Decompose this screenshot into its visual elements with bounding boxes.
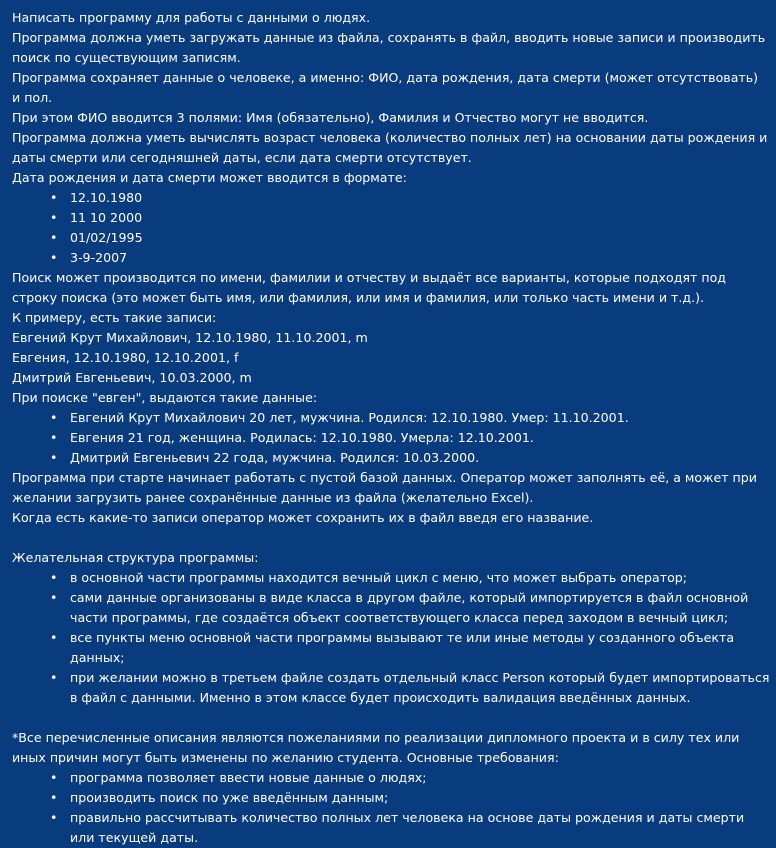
section-heading: Желательная структура программы:	[12, 550, 259, 565]
paragraph: Программа при старте начинает работать с пустой базой данных. Оператор может заполнять её, а может при желании загрузить ранее сохранённые данные из файла (желательно Excel).	[12, 470, 757, 505]
requirements-list	[12, 768, 770, 848]
paragraph: Когда есть какие-то записи оператор может сохранить их в файл введя его название.	[12, 510, 594, 525]
paragraph: При этом ФИО вводится 3 полями: Имя (обязательно), Фамилия и Отчество могут не вводится.	[12, 110, 649, 125]
paragraph: Поиск может производится по имени, фамилии и отчеству и выдаёт все варианты, которые подходят под строку поиска (это может быть имя, или фамилия, или имя и фамилия, или только часть имени и т.д.).	[12, 270, 726, 305]
paragraph: Программа должна уметь загружать данные из файла, сохранять в файл, вводить новые записи и производить поиск по существующим записям.	[12, 30, 766, 65]
spacer	[12, 708, 770, 728]
search-result-list	[12, 408, 770, 468]
date-format-list	[12, 188, 770, 268]
list-item: • 11 10 2000	[12, 208, 770, 228]
list-item: • сами данные организованы в виде класса в другом файле, который импортируется в файл основной части программы, где создаётся объект соответствующего класса перед заходом в вечный цикл;	[12, 588, 770, 628]
paragraph: К примеру, есть такие записи:	[12, 310, 217, 325]
list-item: • при желании можно в третьем файле создать отдельный класс Person который будет импортироваться в файл с данными. Именно в этом классе будет происходить валидация введённых данных.	[12, 668, 770, 708]
paragraph: При поиске "евген", выдаются такие данные:	[12, 390, 318, 405]
list-item: • Дмитрий Евгеньевич 22 года, мужчина. Родился: 10.03.2000.	[12, 448, 770, 468]
list-item: • Евгения 21 год, женщина. Родилась: 12.10.1980. Умерла: 12.10.2001.	[12, 428, 770, 448]
list-item: • программа позволяет ввести новые данные о людях;	[12, 768, 770, 788]
list-item: • Евгений Крут Михайлович 20 лет, мужчина. Родился: 12.10.1980. Умер: 11.10.2001.	[12, 408, 770, 428]
structure-list	[12, 568, 770, 708]
list-item: • 12.10.1980	[12, 188, 770, 208]
list-item: • 01/02/1995	[12, 228, 770, 248]
example-record: Дмитрий Евгеньевич, 10.03.2000, m	[12, 370, 252, 385]
list-item: • правильно рассчитывать количество полных лет человека на основе даты рождения и даты смерти или текущей даты.	[12, 808, 770, 848]
example-record: Евгения, 12.10.1980, 12.10.2001, f	[12, 350, 239, 365]
list-item: • производить поиск по уже введённым данным;	[12, 788, 770, 808]
list-item: • в основной части программы находится вечный цикл с меню, что может выбрать оператор;	[12, 568, 770, 588]
paragraph: Программа должна уметь вычислять возраст человека (количество полных лет) на основании даты рождения и даты смерти или сегодняшней даты, если дата смерти отсутствует.	[12, 130, 768, 165]
example-record: Евгений Крут Михайлович, 12.10.1980, 11.10.2001, m	[12, 330, 368, 345]
task-title: Написать программу для работы с данными о людях.	[12, 10, 371, 25]
paragraph: Программа сохраняет данные о человеке, а именно: ФИО, дата рождения, дата смерти (может отсутствовать) и пол.	[12, 70, 759, 105]
paragraph: Дата рождения и дата смерти может вводится в формате:	[12, 170, 407, 185]
footnote: *Все перечисленные описания являются пожеланиями по реализации дипломного проекта и в силу тех или иных причин могут быть изменены по желанию студента. Основные требования:	[12, 730, 740, 765]
list-item: • 3-9-2007	[12, 248, 770, 268]
list-item: • все пункты меню основной части программы вызывают те или иные методы у созданного объекта данных;	[12, 628, 770, 668]
spacer	[12, 528, 770, 548]
